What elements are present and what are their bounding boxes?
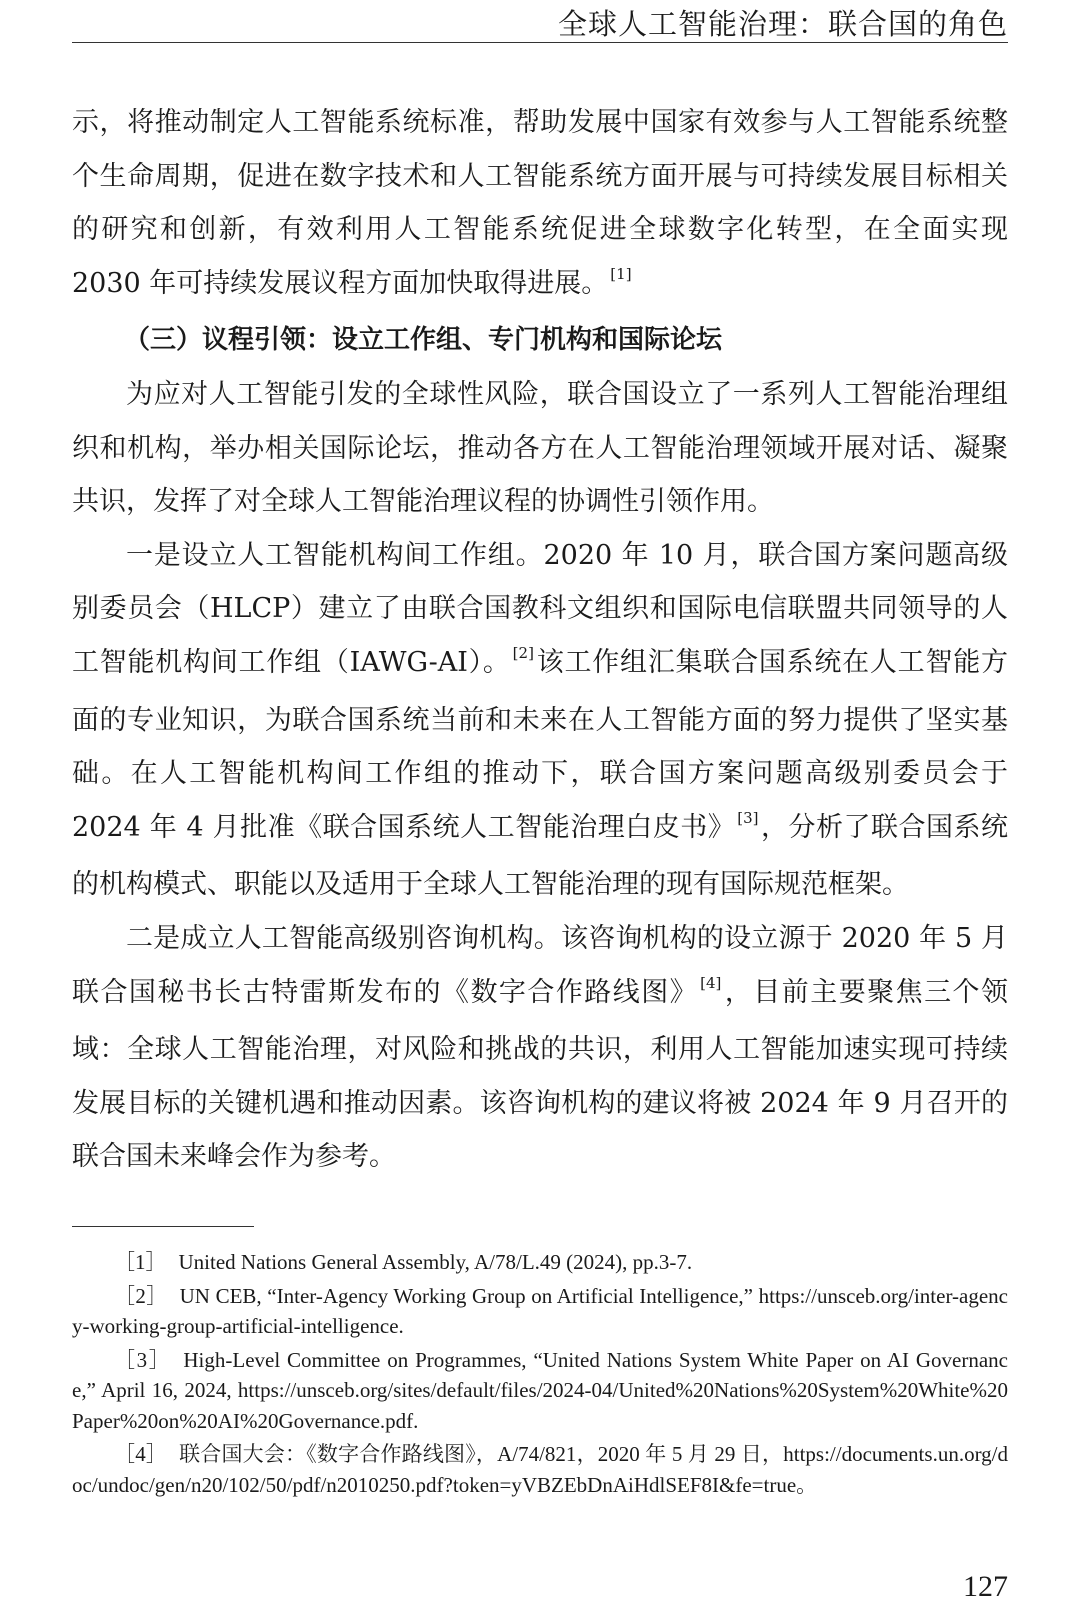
- footnote-ref-1[interactable]: [1]: [610, 264, 632, 283]
- footnote-number: ［3］: [114, 1347, 172, 1372]
- footnote-text: High-Level Committee on Programmes, “United Nations System White Paper on AI Governance,” April 16, 2024, https://unsceb.org/sites/default/files/2024-04/United%20Nations%20System%20White%20Paper%20on%20AI%20Governance.pdf.: [72, 1347, 1009, 1433]
- footnote-text: UN CEB, “Inter-Agency Working Group on Artificial Intelligence,” https://unsceb.org/inter-agency-working-group-artificial-intelligence.: [72, 1283, 1008, 1338]
- footnote-2: [72, 1281, 1008, 1342]
- paragraph-4-text-a: 二是成立人工智能高级别咨询机构。该咨询机构的设立源于 2020 年 5 月联合国秘书长古特雷斯发布的《数字合作路线图》: [72, 922, 1008, 1008]
- paragraph-1: [72, 96, 1008, 314]
- paragraph-3-text-a: 一是设立人工智能机构间工作组。2020 年 10 月，联合国方案问题高级别委员会（HLCP）建立了由联合国教科文组织和国际电信联盟共同领导的人工智能机构间工作组（IAWG-AI）。: [72, 539, 1008, 678]
- paragraph-3: [72, 529, 1008, 912]
- footnote-number: ［4］: [114, 1442, 168, 1466]
- section-heading: （三）议程引领：设立工作组、专门机构和国际论坛: [124, 325, 723, 356]
- paragraph-3-text-b: 该工作组汇集联合国系统在人工智能方面的专业知识，为联合国系统当前和未来在人工智能方面的努力提供了坚实基础。在人工智能机构间工作组的推动下，联合国方案问题高级别委员会于 2024 年 4 月批准《联合国系统人工智能治理白皮书》: [72, 646, 1008, 843]
- footnote-3: [72, 1345, 1008, 1437]
- footnote-ref-2[interactable]: [2]: [512, 643, 534, 662]
- running-header-title: 全球人工智能治理：联合国的角色: [557, 7, 1008, 41]
- footnote-ref-4[interactable]: [4]: [700, 973, 722, 992]
- paragraph-2: 为应对人工智能引发的全球性风险，联合国设立了一系列人工智能治理组织和机构，举办相关国际论坛，推动各方在人工智能治理领域开展对话、凝聚共识，发挥了对全球人工智能治理议程的协调性引领作用。: [72, 378, 1008, 518]
- footnote-4: [72, 1439, 1008, 1500]
- footnote-ref-3[interactable]: [3]: [737, 808, 759, 827]
- footnote-text: United Nations General Assembly, A/78/L.49 (2024), pp.3-7.: [178, 1250, 693, 1274]
- paragraph-4-text-b: ，目前主要聚焦三个领域：全球人工智能治理，对风险和挑战的共识，利用人工智能加速实现可持续发展目标的关键机遇和推动因素。该咨询机构的建议将被 2024 年 9 月召开的联合国未来峰会作为参考。: [72, 976, 1008, 1173]
- footnote-number: ［2］: [114, 1283, 168, 1308]
- footnote-number: ［1］: [114, 1250, 167, 1274]
- footnote-1: [72, 1247, 1008, 1278]
- paragraph-3-text-c: ，分析了联合国系统的机构模式、职能以及适用于全球人工智能治理的现有国际规范框架。: [72, 811, 1008, 901]
- page-number: 127: [963, 1570, 1008, 1603]
- main-text: [72, 96, 1008, 1184]
- footnotes: [72, 1247, 1008, 1503]
- footnote-text: 联合国大会：《数字合作路线图》，A/74/821，2020 年 5 月 29 日，https://documents.un.org/doc/undoc/gen/n20/102/50/pdf/n2010250.pdf?token=yVBZEbDnAiHdlSEF8I&fe=true。: [72, 1442, 1009, 1497]
- footnote-separator: [72, 1226, 254, 1227]
- header-rule: [72, 42, 1008, 43]
- paragraph-4: [72, 912, 1008, 1184]
- paragraph-1-text: 示，将推动制定人工智能系统标准，帮助发展中国家有效参与人工智能系统整个生命周期，促进在数字技术和人工智能系统方面开展与可持续发展目标相关的研究和创新，有效利用人工智能系统促进全球数字化转型，在全面实现 2030 年可持续发展议程方面加快取得进展。: [72, 107, 1008, 299]
